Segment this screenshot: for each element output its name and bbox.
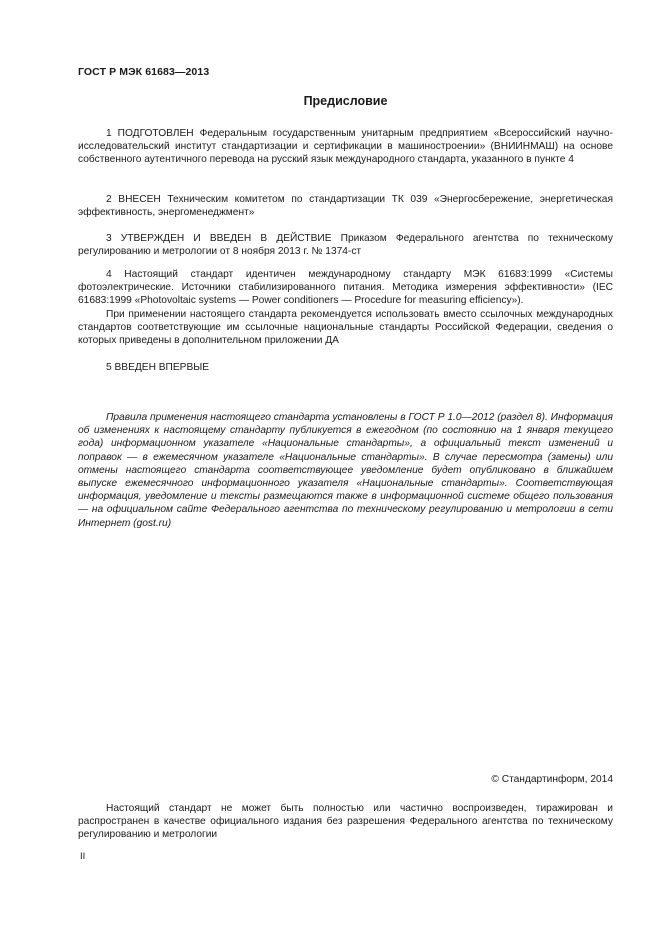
page-number: II <box>80 851 86 862</box>
paragraph-1: 1 ПОДГОТОВЛЕН Федеральным государственным унитарным предприятием «Всероссийский научно-исследовательский институт стандартизации и сертификации в машиностроении» (ВНИИНМАШ) на основе собственного аутентичного перевода на русский язык международного стандарта, указанного в пункте 4 <box>78 128 613 166</box>
rules-note: Правила применения настоящего стандарта установлены в ГОСТ Р 1.0—2012 (раздел 8). Информация об изменениях к настоящему стандарту публикуется в ежегодном (по состоянию на 1 января текущего года) информационном указателе «Национальные стандарты», а официальный текст изменений и поправок — в ежемесячном указателе «Национальные стандарты». В случае пересмотра (замены) или отмены настоящего стандарта соответствующее уведомление будет опубликовано в ближайшем выпуске ежемесячного информационного указателя «Национальные стандарты». Соответствующая информация, уведомление и тексты размещаются также в информационной системе общего пользования — на официальном сайте Федерального агентства по техническому регулированию и метрологии в сети Интернет (gost.ru) <box>78 412 613 529</box>
paragraph-3: 3 УТВЕРЖДЕН И ВВЕДЕН В ДЕЙСТВИЕ Приказом Федерального агентства по техническому регулированию и метрологии от 8 ноября 2013 г. № 1374-ст <box>78 233 613 258</box>
paragraph-2: 2 ВНЕСЕН Техническим комитетом по стандартизации ТК 039 «Энергосбережение, энергетическая эффективность, энергоменеджмент» <box>78 194 613 219</box>
paragraph-4: 4 Настоящий стандарт идентичен международному стандарту МЭК 61683:1999 «Системы фотоэлектрические. Источники стабилизированного питания. Методика измерения эффективности» (IEC 61683:1999 «Photovoltaic systems — Power conditioners — Procedure for measuring efficiency»). <box>78 269 613 307</box>
footer-note: Настоящий стандарт не может быть полностью или частично воспроизведен, тиражирован и распространен в качестве официального издания без разрешения Федерального агентства по техническому регулированию и метрологии <box>78 803 613 841</box>
page-header: ГОСТ Р МЭК 61683—2013 <box>78 66 210 78</box>
page-title: Предисловие <box>303 94 388 108</box>
copyright: © Стандартинформ, 2014 <box>491 774 613 785</box>
paragraph-4-continuation: При применении настоящего стандарта рекомендуется использовать вместо ссылочных международных стандартов соответствующие им ссылочные национальные стандарты Российской Федерации, сведения о которых приведены в дополнительном приложении ДА <box>78 309 613 347</box>
paragraph-5: 5 ВВЕДЕН ВПЕРВЫЕ <box>106 362 210 373</box>
